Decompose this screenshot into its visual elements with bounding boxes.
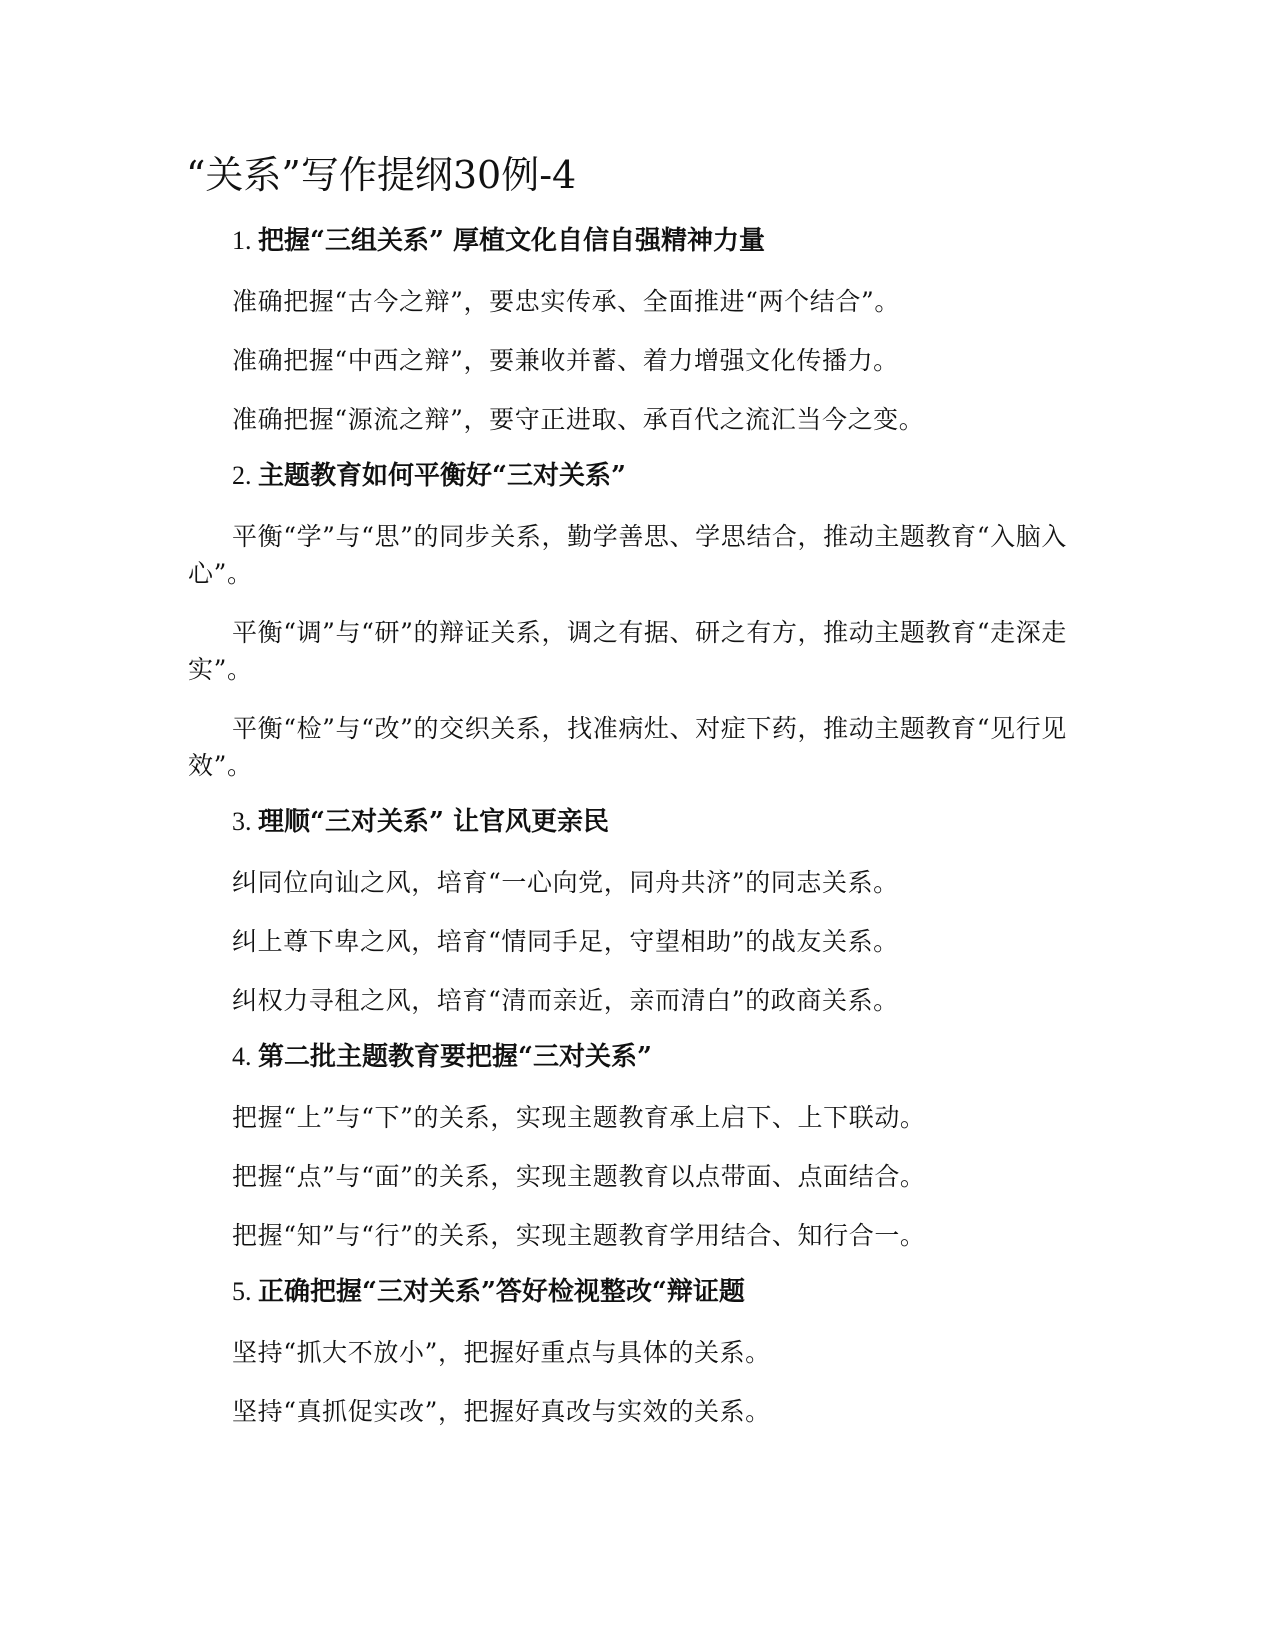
section-heading [188,460,1072,492]
section-heading-text: 正确把握“三对关系”答好检视整改“辩证题 [258,1277,745,1307]
paragraph: 坚持“真抓促实改”，把握好真改与实效的关系。 [232,1397,771,1426]
paragraph: 纠同位向讪之风，培育“一心向党，同舟共济”的同志关系。 [232,868,899,897]
section-heading-text: 第二批主题教育要把握“三对关系” [258,1042,652,1072]
document-body [188,225,1072,1452]
section-heading [188,225,1072,257]
section-number: 2. [232,461,258,490]
paragraph: 纠上尊下卑之风，培育“情同手足，守望相助”的战友关系。 [232,927,899,956]
section-3 [188,806,1072,1019]
section-heading-text: 主题教育如何平衡好“三对关系” [258,461,626,491]
section-heading [188,806,1072,838]
paragraph: 把握“知”与“行”的关系，实现主题教育学用结合、知行合一。 [232,1221,926,1250]
paragraph: 把握“上”与“下”的关系，实现主题教育承上启下、上下联动。 [232,1103,926,1132]
paragraph: 准确把握“中西之辩”，要兼收并蓄、着力增强文化传播力。 [232,346,899,375]
paragraph: 平衡“学”与“思”的同步关系，勤学善思、学思结合，推动主题教育“入脑入心”。 [188,522,1067,588]
section-heading [188,1276,1072,1308]
section-number: 5. [232,1277,258,1306]
section-4 [188,1041,1072,1254]
section-1 [188,225,1072,438]
document-title: “关系”写作提纲30例-4 [186,153,577,197]
paragraph: 把握“点”与“面”的关系，实现主题教育以点带面、点面结合。 [232,1162,926,1191]
paragraph: 坚持“抓大不放小”，把握好重点与具体的关系。 [232,1338,771,1367]
section-heading [188,1041,1072,1073]
section-5 [188,1276,1072,1430]
section-number: 4. [232,1042,258,1071]
section-heading-text: 理顺“三对关系” 让官风更亲民 [258,807,609,837]
section-heading-text: 把握“三组关系” 厚植文化自信自强精神力量 [258,226,765,256]
paragraph: 平衡“检”与“改”的交织关系，找准病灶、对症下药，推动主题教育“见行见效”。 [188,714,1067,780]
paragraph: 准确把握“古今之辩”，要忠实传承、全面推进“两个结合”。 [232,287,900,316]
section-number: 3. [232,807,258,836]
section-2 [188,460,1072,784]
paragraph: 准确把握“源流之辩”，要守正进取、承百代之流汇当今之变。 [232,405,925,434]
paragraph: 纠权力寻租之风，培育“清而亲近，亲而清白”的政商关系。 [232,986,899,1015]
section-number: 1. [232,226,258,255]
paragraph: 平衡“调”与“研”的辩证关系，调之有据、研之有方，推动主题教育“走深走实”。 [188,618,1067,684]
